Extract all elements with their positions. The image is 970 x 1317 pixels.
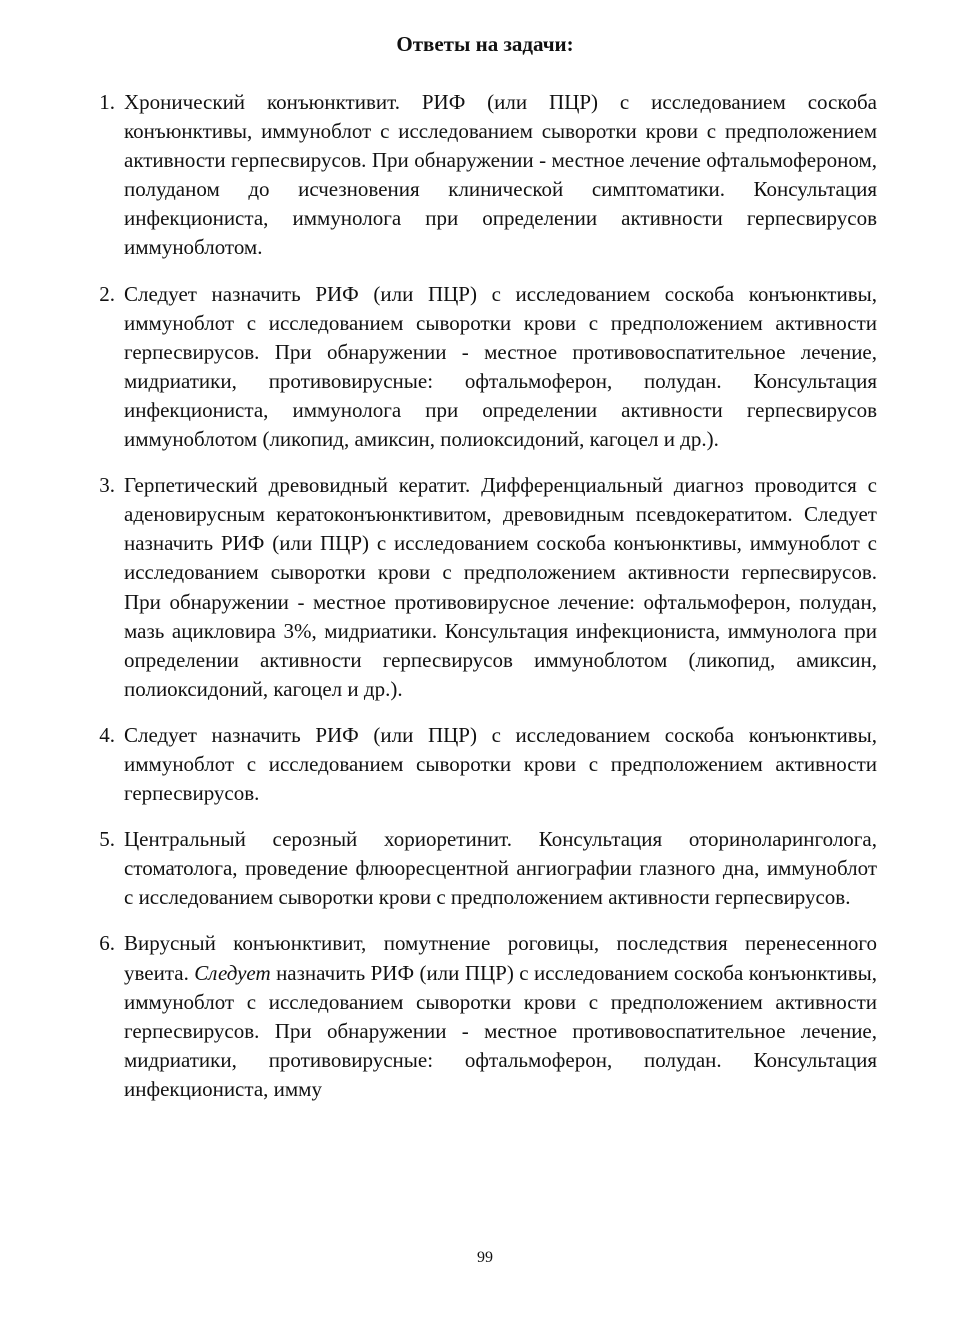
answer-text-part: назначить РИФ (или ПЦР) с исследованием соскоба конъюнктивы, иммуноблот с исследованием сыворотки крови с предположением активности герпесвирусов. При обнаружении - местное противовоспатительное лечение, мидриатики, противовирусные: офтальмоферон, полудан. Консультация инфекциониста, имму [124,960,878,1101]
answer-number: 5. [99,827,115,852]
answer-item-5 [0,825,877,912]
answer-number: 4. [99,722,115,747]
answer-number: 3. [99,473,115,498]
answer-text: Центральный серозный хориоретинит. Консультация оториноларинголога, стоматолога, проведение флюоресцентной ангиографии глазного дна, иммуноблот с исследованием сыворотки крови с предположением активности герпесвирусов. [124,827,877,910]
answer-item-1 [0,88,877,263]
page-number: 99 [477,1249,493,1266]
answer-number: 2. [99,281,115,306]
answer-item-4 [0,721,877,808]
answer-text: Хронический конъюнктивит. РИФ (или ПЦР) с исследованием соскоба конъюнктивы, иммуноблот с исследованием сыворотки крови с предположением активности герпесвирусов. При обнаружении - местное лечение офтальмофероном, полуданом до исчезновения клинической симптоматики. Консультация инфекциониста, иммунолога при определении активности герпесвирусов иммуноблотом. [124,90,877,260]
answers-list [0,88,970,1121]
answer-text: Следует назначить РИФ (или ПЦР) с исследованием соскоба конъюнктивы, иммуноблот с исследованием сыворотки крови с предположением активности герпесвирусов. [124,722,877,806]
answer-text: Герпетический древовидный кератит. Дифференциальный диагноз проводится с аденовирусным кератоконъюнктивитом, древовидным псевдокератитом. Следует назначить РИФ (или ПЦР) с исследованием соскоба конъюнктивы, иммуноблот с исследованием сыворотки крови с предположением активности герпесвирусов. При обнаружении - местное противовирусное лечение: офтальмоферон, полудан, мазь ацикловира 3%, мидриатики. Консультация инфекциониста, иммунолога при определении активности герпесвирусов иммуноблотом (ликопид, амиксин, полиоксидоний, кагоцел и др.). [124,473,877,701]
answer-text [124,929,877,1104]
answer-item-3 [0,471,877,704]
answer-text-part: Вирусный конъюнктивит, помутнение роговицы, последствия перенесенного увеита. [124,931,877,985]
answer-text: Следует назначить РИФ (или ПЦР) с исследованием соскоба конъюнктивы, иммуноблот с исследованием сыворотки крови с предположением активности герпесвирусов. При обнаружении - местное противовоспатительное лечение, мидриатики, противовирусные: офтальмоферон, полудан. Консультация инфекциониста, иммунолога при определении активности герпесвирусов иммуноблотом (ликопид, амиксин, полиоксидоний, кагоцел и др.). [124,281,877,452]
answer-text-emphasis: Следует [194,960,271,985]
answer-number: 1. [99,90,115,114]
page-title: Ответы на задачи: [396,32,574,56]
answer-item-2 [0,280,877,455]
answer-item-6 [0,929,877,1104]
answer-number: 6. [99,931,115,956]
